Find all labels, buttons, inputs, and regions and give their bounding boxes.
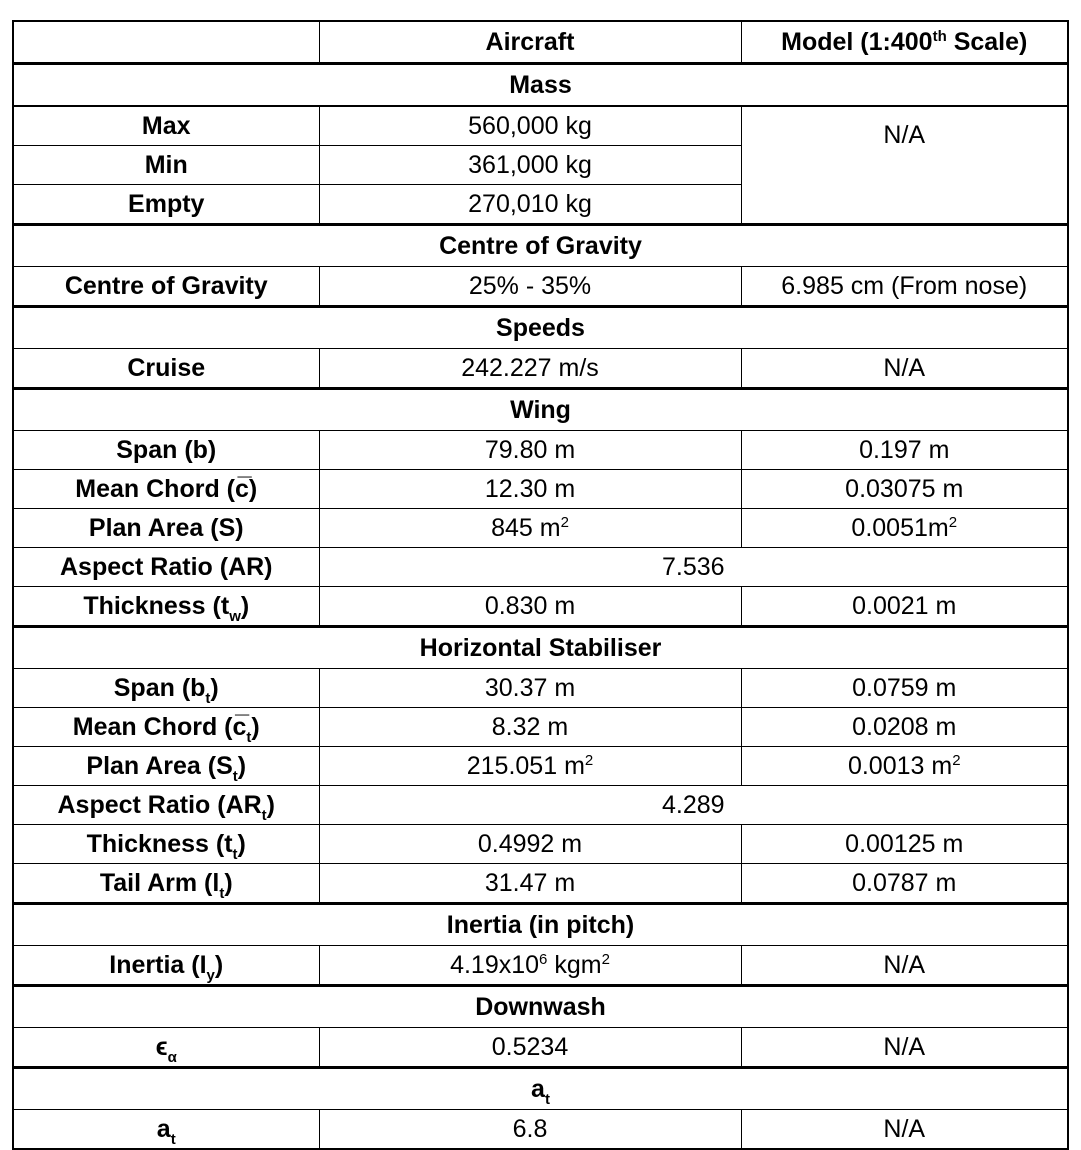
section-downwash xyxy=(13,986,1068,1028)
row-label: Plan Area $(S_t)$ xyxy=(13,747,319,786)
table-row xyxy=(13,1028,1068,1068)
row-label: Aspect Ratio $(AR_t)$ xyxy=(13,786,319,825)
aircraft-value: 215.051 $m^2$ xyxy=(319,747,741,786)
aircraft-value: 12.30 m xyxy=(319,470,741,509)
row-label: $\epsilon_\alpha$ xyxy=(13,1028,319,1068)
model-value: $0.0051m^2$ xyxy=(741,509,1068,548)
section-title: Speeds xyxy=(13,307,1068,349)
aircraft-value: 0.4992 m xyxy=(319,825,741,864)
section-title: Horizontal Stabiliser xyxy=(13,627,1068,669)
table-row xyxy=(13,669,1068,708)
row-label: Tail Arm $(l_t)$ xyxy=(13,864,319,904)
section-title: Downwash xyxy=(13,986,1068,1028)
table-row xyxy=(13,267,1068,307)
aircraft-value: 242.227 m/s xyxy=(319,349,741,389)
section-speeds xyxy=(13,307,1068,349)
table-row xyxy=(13,747,1068,786)
row-label: Centre of Gravity xyxy=(13,267,319,307)
section-at xyxy=(13,1068,1068,1110)
header-aircraft: Aircraft xyxy=(319,21,741,64)
row-label: Mean Chord $(c̅_t)$ xyxy=(13,708,319,747)
section-inertia xyxy=(13,904,1068,946)
shared-value: 7.536 xyxy=(319,548,1068,587)
section-title: Inertia (in pitch) xyxy=(13,904,1068,946)
model-value: 0.0787 m xyxy=(741,864,1068,904)
row-label: Mean Chord (c̅) xyxy=(13,470,319,509)
table-row xyxy=(13,1110,1068,1150)
row-label: Inertia $(I_y)$ xyxy=(13,946,319,986)
aircraft-parameters-table xyxy=(12,20,1069,1150)
table-row xyxy=(13,431,1068,470)
model-value: 0.0013 $m^2$ xyxy=(741,747,1068,786)
model-value: N/A xyxy=(741,349,1068,389)
row-label: Aspect Ratio (AR) xyxy=(13,548,319,587)
model-value: N/A xyxy=(741,946,1068,986)
header-row xyxy=(13,21,1068,64)
table-row xyxy=(13,106,1068,146)
model-value: N/A xyxy=(741,1110,1068,1150)
aircraft-value: 845 $m^2$ xyxy=(319,509,741,548)
section-wing xyxy=(13,389,1068,431)
table-row xyxy=(13,548,1068,587)
table-row xyxy=(13,825,1068,864)
section-title: Mass xyxy=(13,64,1068,107)
section-title: Centre of Gravity xyxy=(13,225,1068,267)
aircraft-value: 0.5234 xyxy=(319,1028,741,1068)
aircraft-value: 6.8 xyxy=(319,1110,741,1150)
aircraft-value: $4.19x10^6$ kgm$^2$ xyxy=(319,946,741,986)
row-label: Cruise xyxy=(13,349,319,389)
table-row xyxy=(13,946,1068,986)
section-title: $a_t$ xyxy=(13,1068,1068,1110)
row-label: Span $(b_t)$ xyxy=(13,669,319,708)
header-model: Model (1:400th Scale) xyxy=(741,21,1068,64)
table-row xyxy=(13,470,1068,509)
aircraft-value: 270,010 kg xyxy=(319,185,741,225)
model-value: 0.00125 m xyxy=(741,825,1068,864)
row-label: Min xyxy=(13,146,319,185)
table-row xyxy=(13,509,1068,548)
aircraft-value: 25% - 35% xyxy=(319,267,741,307)
table-row xyxy=(13,708,1068,747)
model-value: 0.197 m xyxy=(741,431,1068,470)
section-title: Wing xyxy=(13,389,1068,431)
model-value: 0.0208 m xyxy=(741,708,1068,747)
table-row xyxy=(13,786,1068,825)
shared-value: 4.289 xyxy=(319,786,1068,825)
aircraft-value: 8.32 m xyxy=(319,708,741,747)
aircraft-value: 31.47 m xyxy=(319,864,741,904)
model-value: N/A xyxy=(741,106,1068,225)
table-row xyxy=(13,349,1068,389)
model-value: 0.03075 m xyxy=(741,470,1068,509)
model-value: 0.0759 m xyxy=(741,669,1068,708)
section-hstab xyxy=(13,627,1068,669)
aircraft-value: 30.37 m xyxy=(319,669,741,708)
table-row xyxy=(13,587,1068,627)
table-row xyxy=(13,864,1068,904)
row-label: Thickness $(t_w)$ xyxy=(13,587,319,627)
model-value: 6.985 cm (From nose) xyxy=(741,267,1068,307)
model-value: N/A xyxy=(741,1028,1068,1068)
row-label: Plan Area (S) xyxy=(13,509,319,548)
row-label: Thickness $(t_t)$ xyxy=(13,825,319,864)
row-label: $a_t$ xyxy=(13,1110,319,1150)
row-label: Span (b) xyxy=(13,431,319,470)
header-empty xyxy=(13,21,319,64)
row-label: Empty xyxy=(13,185,319,225)
row-label: Max xyxy=(13,106,319,146)
section-cog xyxy=(13,225,1068,267)
aircraft-value: 560,000 kg xyxy=(319,106,741,146)
section-mass xyxy=(13,64,1068,107)
model-value: 0.0021 m xyxy=(741,587,1068,627)
aircraft-value: 361,000 kg xyxy=(319,146,741,185)
aircraft-value: 0.830 m xyxy=(319,587,741,627)
aircraft-value: 79.80 m xyxy=(319,431,741,470)
